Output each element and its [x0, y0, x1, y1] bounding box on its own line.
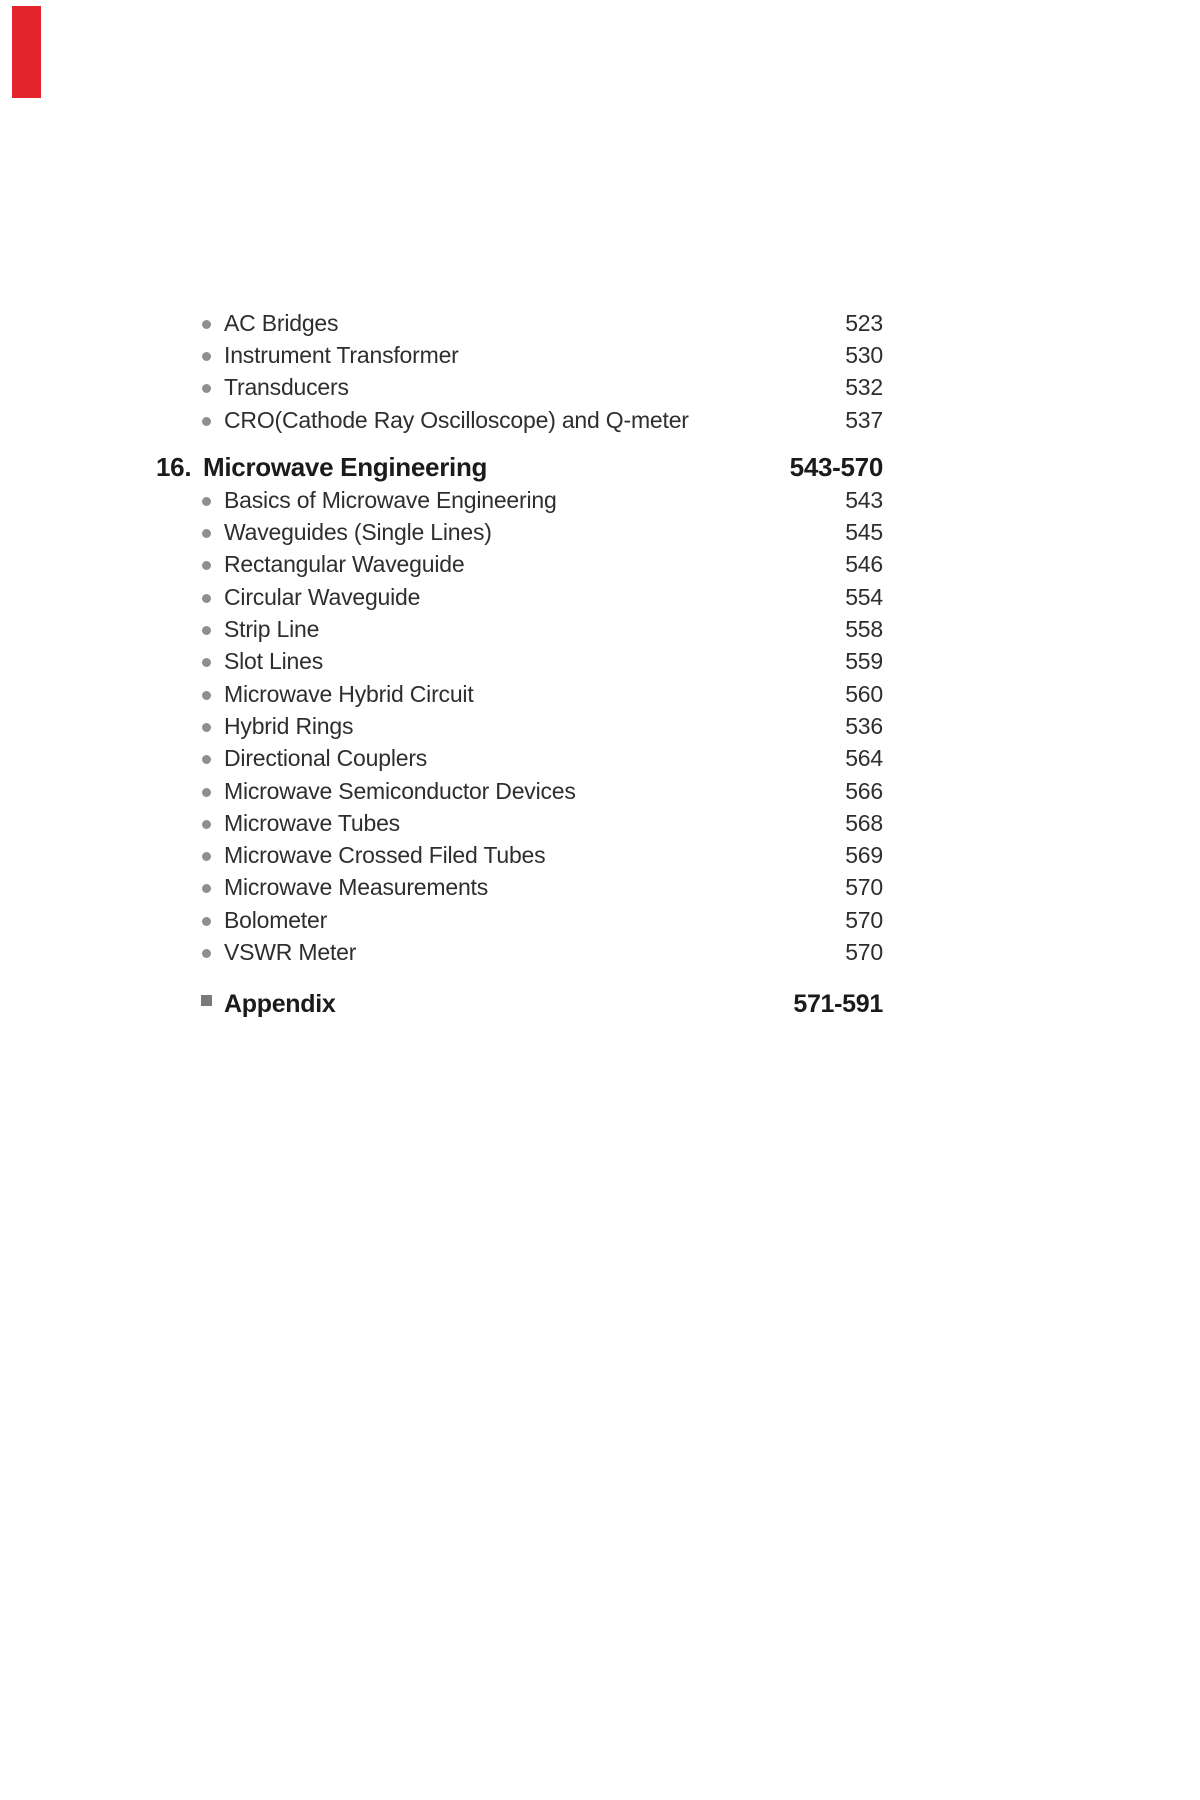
- toc-entry: [156, 743, 883, 775]
- toc-entry: [156, 404, 883, 436]
- bullet-icon: [202, 852, 211, 861]
- bullet-icon: [202, 320, 211, 329]
- toc-entry: [156, 775, 883, 807]
- toc-entry-page: 560: [845, 680, 883, 707]
- chapter-number: 16.: [156, 451, 192, 482]
- toc-entry: [156, 678, 883, 710]
- toc-entry-label: Microwave Hybrid Circuit: [224, 680, 474, 707]
- toc-entry-label: Directional Couplers: [224, 745, 428, 772]
- appendix-entry: [156, 988, 883, 1022]
- toc-entry-page: 570: [845, 874, 883, 901]
- toc-entry: [156, 936, 883, 968]
- toc-entry: [156, 646, 883, 678]
- toc-entry: [156, 904, 883, 936]
- toc-entry: [156, 372, 883, 404]
- bullet-icon: [202, 658, 211, 667]
- toc-entry-page: 523: [845, 309, 883, 336]
- bullet-icon: [202, 626, 211, 635]
- toc-entry-page: 568: [845, 809, 883, 836]
- bullet-icon: [202, 723, 211, 732]
- bullet-icon: [202, 352, 211, 361]
- toc-entry-label: Microwave Tubes: [224, 809, 400, 836]
- chapter-heading: [156, 450, 883, 484]
- toc-entry: [156, 872, 883, 904]
- bullet-icon: [202, 691, 211, 700]
- toc-entry-page: 545: [845, 519, 883, 546]
- toc-entry-label: Rectangular Waveguide: [224, 551, 465, 578]
- bullet-icon: [202, 561, 211, 570]
- toc-entry: [156, 339, 883, 371]
- toc-entry-label: Microwave Crossed Filed Tubes: [224, 842, 546, 869]
- toc-entry: [156, 549, 883, 581]
- toc-entry-page: 566: [845, 777, 883, 804]
- toc-entry-label: VSWR Meter: [224, 938, 357, 965]
- bullet-icon: [202, 820, 211, 829]
- toc-entry-label: Microwave Measurements: [224, 874, 489, 901]
- square-bullet-icon: [201, 995, 212, 1006]
- toc-entry-label: Basics of Microwave Engineering: [224, 486, 557, 513]
- bullet-icon: [202, 788, 211, 797]
- toc-entry-page: 546: [845, 551, 883, 578]
- toc-entry: [156, 516, 883, 548]
- toc-entry-label: Bolometer: [224, 906, 328, 933]
- toc-entry: [156, 710, 883, 742]
- toc-entry-label: Instrument Transformer: [224, 341, 459, 368]
- toc-entry-label: Strip Line: [224, 616, 320, 643]
- bullet-icon: [202, 529, 211, 538]
- toc-entry-page: 558: [845, 616, 883, 643]
- appendix-label: Appendix: [224, 990, 336, 1019]
- toc-entry: [156, 807, 883, 839]
- toc-entry: [156, 307, 883, 339]
- toc-entry-label: AC Bridges: [224, 309, 339, 336]
- toc-entry-label: Microwave Semiconductor Devices: [224, 777, 576, 804]
- chapter-pages: 543-570: [789, 451, 883, 482]
- bullet-icon: [202, 594, 211, 603]
- toc-entry-label: Hybrid Rings: [224, 712, 354, 739]
- toc-entry-page: 559: [845, 648, 883, 675]
- toc-entry-page: 554: [845, 583, 883, 610]
- bullet-icon: [202, 497, 211, 506]
- toc-entry-label: Slot Lines: [224, 648, 324, 675]
- toc-entry-page: 532: [845, 374, 883, 401]
- appendix-pages: 571-591: [793, 990, 883, 1019]
- bullet-icon: [202, 884, 211, 893]
- toc-entry-label: CRO(Cathode Ray Oscilloscope) and Q-meter: [224, 406, 689, 433]
- bullet-icon: [202, 755, 211, 764]
- toc-entry-label: Waveguides (Single Lines): [224, 519, 492, 546]
- toc-entry: [156, 839, 883, 871]
- chapter-title: Microwave Engineering: [203, 451, 488, 482]
- bullet-icon: [202, 417, 211, 426]
- toc-entry-label: Circular Waveguide: [224, 583, 421, 610]
- bullet-icon: [202, 917, 211, 926]
- bullet-icon: [202, 384, 211, 393]
- toc-entry-page: 570: [845, 938, 883, 965]
- toc-entry-label: Transducers: [224, 374, 349, 401]
- red-corner-ribbon: [12, 6, 41, 98]
- toc-entry-page: 570: [845, 906, 883, 933]
- bullet-icon: [202, 949, 211, 958]
- toc-entry-page: 564: [845, 745, 883, 772]
- toc-entry-page: 543: [845, 486, 883, 513]
- toc-entry-page: 537: [845, 406, 883, 433]
- toc-entry-page: 536: [845, 712, 883, 739]
- toc-entry: [156, 484, 883, 516]
- toc-entry-page: 569: [845, 842, 883, 869]
- toc-entry-page: 530: [845, 341, 883, 368]
- toc-entry: [156, 581, 883, 613]
- table-of-contents: [156, 307, 883, 1022]
- toc-entry: [156, 613, 883, 645]
